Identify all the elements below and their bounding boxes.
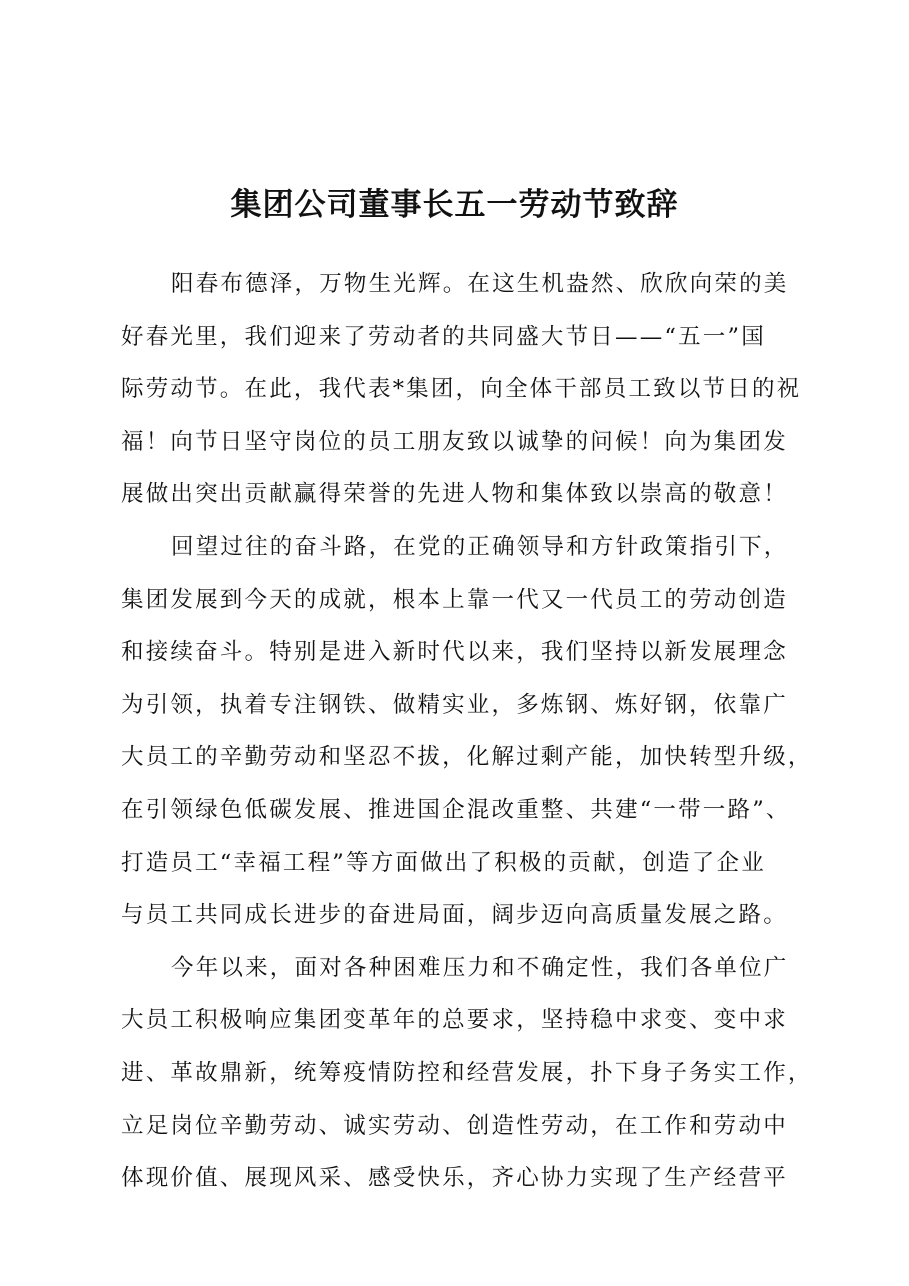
text-line: 和接续奋斗。特别是进入新时代以来，我们坚持以新发展理念 xyxy=(121,639,788,666)
text-line: 集团发展到今天的成就，根本上靠一代又一代员工的劳动创造 xyxy=(121,586,788,613)
text-line: 在引领绿色低碳发展、推进国企混改重整、共建“一带一路”、 xyxy=(121,796,791,823)
text-line: 阳春布德泽，万物生光辉。在这生机盎然、欣欣向荣的美 xyxy=(171,271,789,297)
text-line: 打造员工“幸福工程”等方面做出了积极的贡献，创造了企业 xyxy=(121,849,766,876)
text-line: 好春光里，我们迎来了劳动者的共同盛大节日——“五一”国 xyxy=(121,323,766,350)
text-line: 福！向节日坚守岗位的员工朋友致以诚挚的问候！向为集团发 xyxy=(121,428,788,455)
text-line: 与员工共同成长进步的奋进局面，阔步迈向高质量发展之路。 xyxy=(121,902,788,929)
paragraph-2 xyxy=(121,521,813,942)
text-line: 今年以来，面对各种困难压力和不确定性，我们各单位广 xyxy=(171,954,789,981)
text-line: 大员工积极响应集团变革年的总要求，坚持稳中求变、变中求 xyxy=(121,1007,788,1034)
text-line: 回望过往的奋斗路，在党的正确领导和方针政策指引下， xyxy=(171,533,789,560)
text-line: 大员工的辛勤劳动和坚忍不拔，化解过剩产能，加快转型升级， xyxy=(121,744,813,771)
text-line: 际劳动节。在此，我代表*集团，向全体干部员工致以节日的祝 xyxy=(121,376,802,403)
text-line: 进、革故鼎新，统筹疫情防控和经营发展，扑下身子务实工作， xyxy=(121,1059,813,1086)
text-line: 体现价值、展现风采、感受快乐，齐心协力实现了生产经营平 xyxy=(121,1165,788,1192)
paragraph-3 xyxy=(121,942,813,1205)
paragraph-1 xyxy=(121,258,813,521)
document-title: 集团公司董事长五一劳动节致辞 xyxy=(230,186,679,223)
text-line: 立足岗位辛勤劳动、诚实劳动、创造性劳动，在工作和劳动中 xyxy=(121,1112,788,1139)
document-body xyxy=(121,258,813,1205)
text-line: 为引领，执着专注钢铁、做精实业，多炼钢、炼好钢，依靠广 xyxy=(121,691,788,718)
text-line: 展做出突出贡献赢得荣誉的先进人物和集体致以崇高的敬意！ xyxy=(121,481,788,508)
